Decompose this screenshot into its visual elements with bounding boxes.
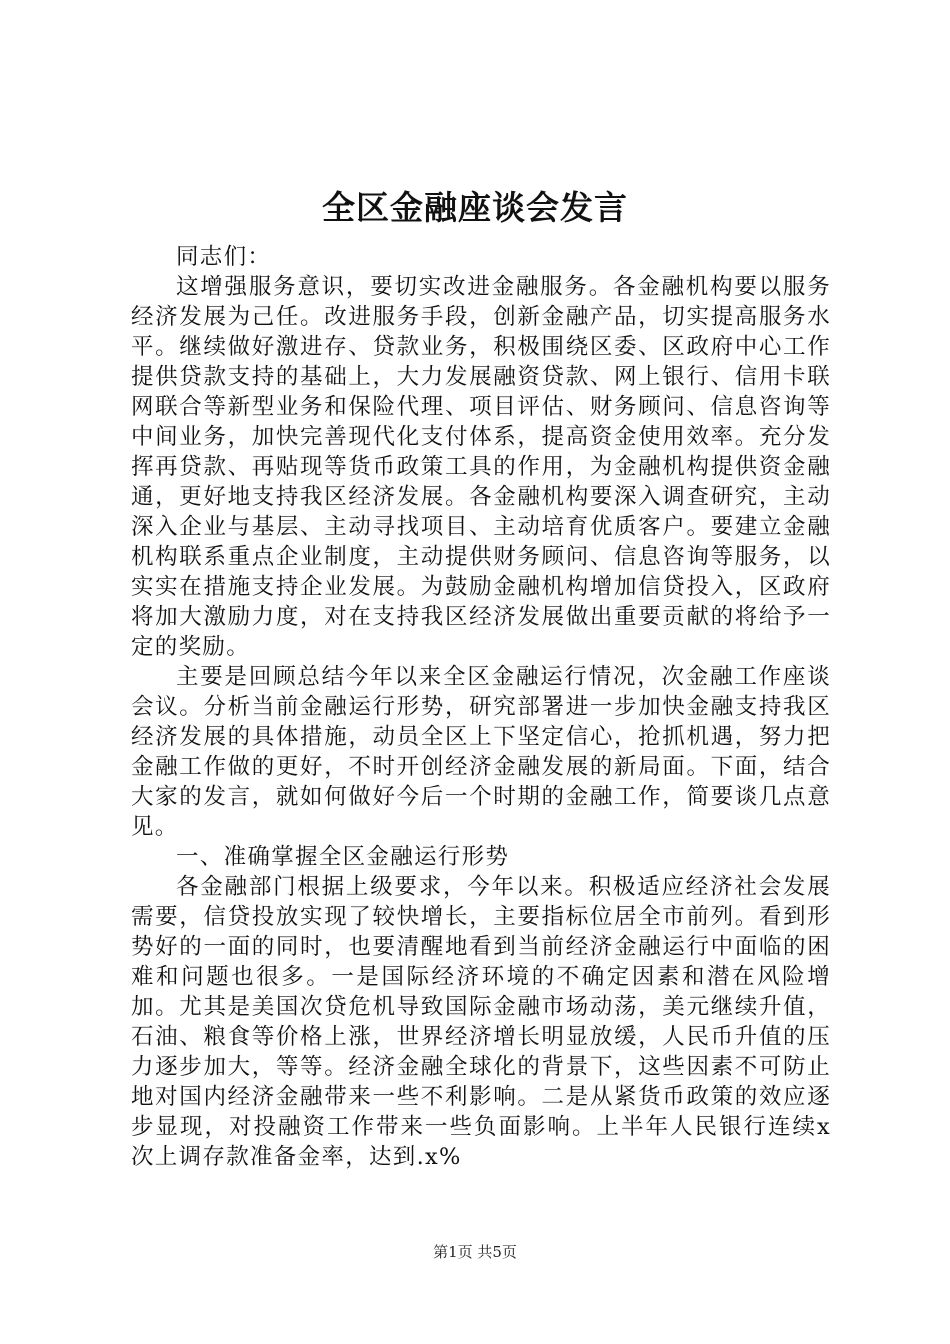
- section-heading-1: 一、准确掌握全区金融运行形势: [176, 844, 510, 870]
- paragraph-situation: 各金融部门根据上级要求，今年以来。积极适应经济社会发展需要，信贷投放实现了较快增长，主要指标位居全市前列。看到形势好的一面的同时，也要清醒地看到当前经济金融运行中面临的困难和问题也很多。一是国际经济环境的不确定因素和潜在风险增加。尤其是美国次贷危机导致国际金融市场动荡，美元继续升值，石油、粮食等价格上涨，世界经济增长明显放缓，人民币升值的压力逐步加大，等等。经济金融全球化的背景下，这些因素不可防止地对国内经济金融带来一些不利影响。二是从紧货币政策的效应逐步显现，对投融资工作带来一些负面影响。上半年人民银行连续x次上调存款准备金率，达到.x%: [131, 874, 831, 1170]
- document-body: [131, 242, 831, 1172]
- page-number: 第1页 共5页: [433, 1243, 517, 1261]
- greeting: 同志们：: [176, 244, 272, 270]
- document-title: 全区金融座谈会发言: [322, 188, 628, 227]
- paragraph-review: 主要是回顾总结今年以来全区金融运行情况，次金融工作座谈会议。分析当前金融运行形势，研究部署进一步加快金融支持我区经济发展的具体措施，动员全区上下坚定信心，抢抓机遇，努力把金融工作做的更好，不时开创经济金融发展的新局面。下面，结合大家的发言，就如何做好今后一个时期的金融工作，简要谈几点意见。: [131, 664, 831, 840]
- paragraph-service: 这增强服务意识，要切实改进金融服务。各金融机构要以服务经济发展为己任。改进服务手段，创新金融产品，切实提高服务水平。继续做好激进存、贷款业务，积极围绕区委、区政府中心工作提供贷款支持的基础上，大力发展融资贷款、网上银行、信用卡联网联合等新型业务和保险代理、项目评估、财务顾问、信息咨询等中间业务，加快完善现代化支付体系，提高资金使用效率。充分发挥再贷款、再贴现等货币政策工具的作用，为金融机构提供资金融通，更好地支持我区经济发展。各金融机构要深入调查研究，主动深入企业与基层、主动寻找项目、主动培育优质客户。要建立金融机构联系重点企业制度，主动提供财务顾问、信息咨询等服务，以实实在措施支持企业发展。为鼓励金融机构增加信贷投入，区政府将加大激励力度，对在支持我区经济发展做出重要贡献的将给予一定的奖励。: [131, 274, 831, 660]
